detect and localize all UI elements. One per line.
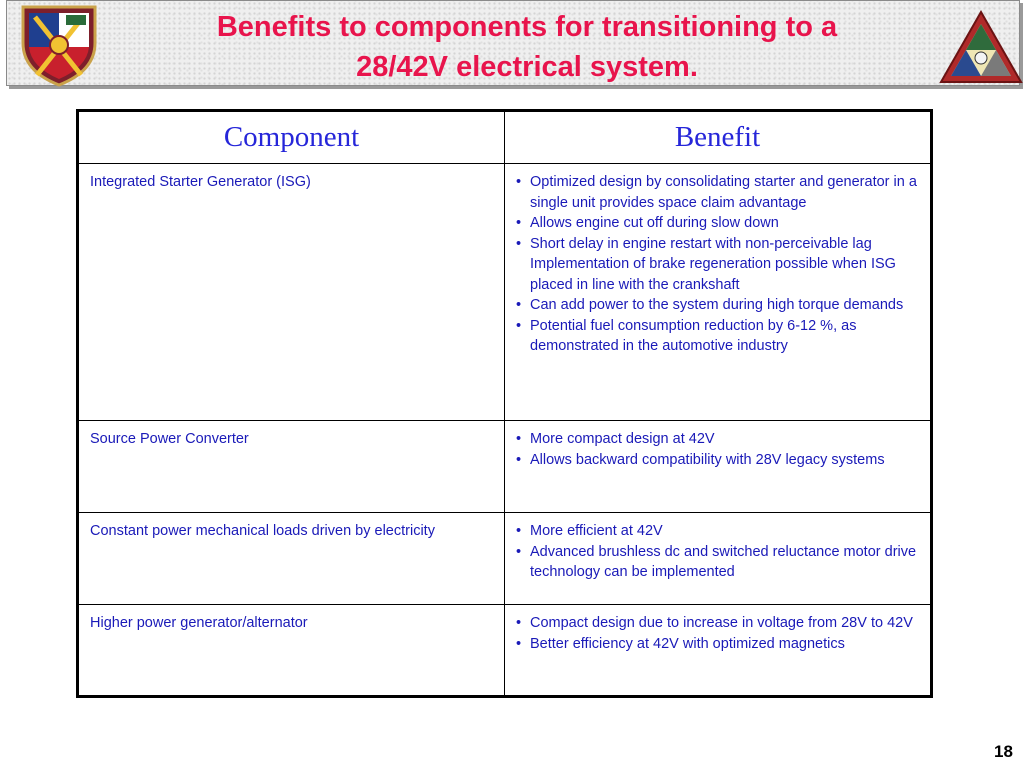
benefits-table bbox=[76, 109, 933, 698]
component-cell: Constant power mechanical loads driven by electricity bbox=[78, 513, 505, 605]
benefit-list bbox=[516, 521, 920, 583]
benefit-item: • Can add power to the system during high torque demands bbox=[516, 295, 920, 316]
page-number: 18 bbox=[994, 742, 1013, 761]
table-row bbox=[78, 421, 932, 513]
benefit-item: • More efficient at 42V bbox=[516, 521, 920, 542]
title-line-1: Benefits to components for transitioning to a bbox=[216, 11, 838, 43]
benefit-item: • Optimized design by consolidating starter and generator in a single unit provides space claim advantage bbox=[516, 172, 920, 213]
triangle-emblem-icon bbox=[939, 10, 1023, 84]
table-row bbox=[78, 605, 932, 697]
benefit-cell bbox=[505, 605, 932, 697]
benefit-cell bbox=[505, 164, 932, 421]
benefit-item: • Potential fuel consumption reduction by 6-12 %, as demonstrated in the automotive industry bbox=[516, 316, 920, 357]
benefit-list bbox=[516, 172, 920, 357]
component-cell: Source Power Converter bbox=[78, 421, 505, 513]
table-row bbox=[78, 164, 932, 421]
army-shield-icon bbox=[19, 3, 99, 87]
benefit-item: • More compact design at 42V bbox=[516, 429, 920, 450]
column-header-component: Component bbox=[78, 111, 505, 164]
component-cell: Higher power generator/alternator bbox=[78, 605, 505, 697]
column-header-benefit: Benefit bbox=[505, 111, 932, 164]
benefit-cell bbox=[505, 421, 932, 513]
title-line-2: 28/42V electrical system. bbox=[356, 51, 698, 83]
benefit-item: • Allows backward compatibility with 28V legacy systems bbox=[516, 450, 920, 471]
benefit-list bbox=[516, 429, 920, 470]
benefit-item: • Advanced brushless dc and switched reluctance motor drive technology can be implemented bbox=[516, 542, 920, 583]
table-header-row bbox=[78, 111, 932, 164]
benefit-item: • Allows engine cut off during slow down bbox=[516, 213, 920, 234]
benefit-list bbox=[516, 613, 920, 654]
benefit-item: • Compact design due to increase in voltage from 28V to 42V bbox=[516, 613, 920, 634]
title-banner bbox=[6, 0, 1020, 86]
benefit-item: • Better efficiency at 42V with optimized magnetics bbox=[516, 634, 920, 655]
table-row bbox=[78, 513, 932, 605]
benefit-cell bbox=[505, 513, 932, 605]
page-title bbox=[117, 7, 937, 87]
component-cell: Integrated Starter Generator (ISG) bbox=[78, 164, 505, 421]
benefit-item: • Short delay in engine restart with non-perceivable lag Implementation of brake regeneration possible when ISG placed in line with the crankshaft bbox=[516, 234, 920, 296]
